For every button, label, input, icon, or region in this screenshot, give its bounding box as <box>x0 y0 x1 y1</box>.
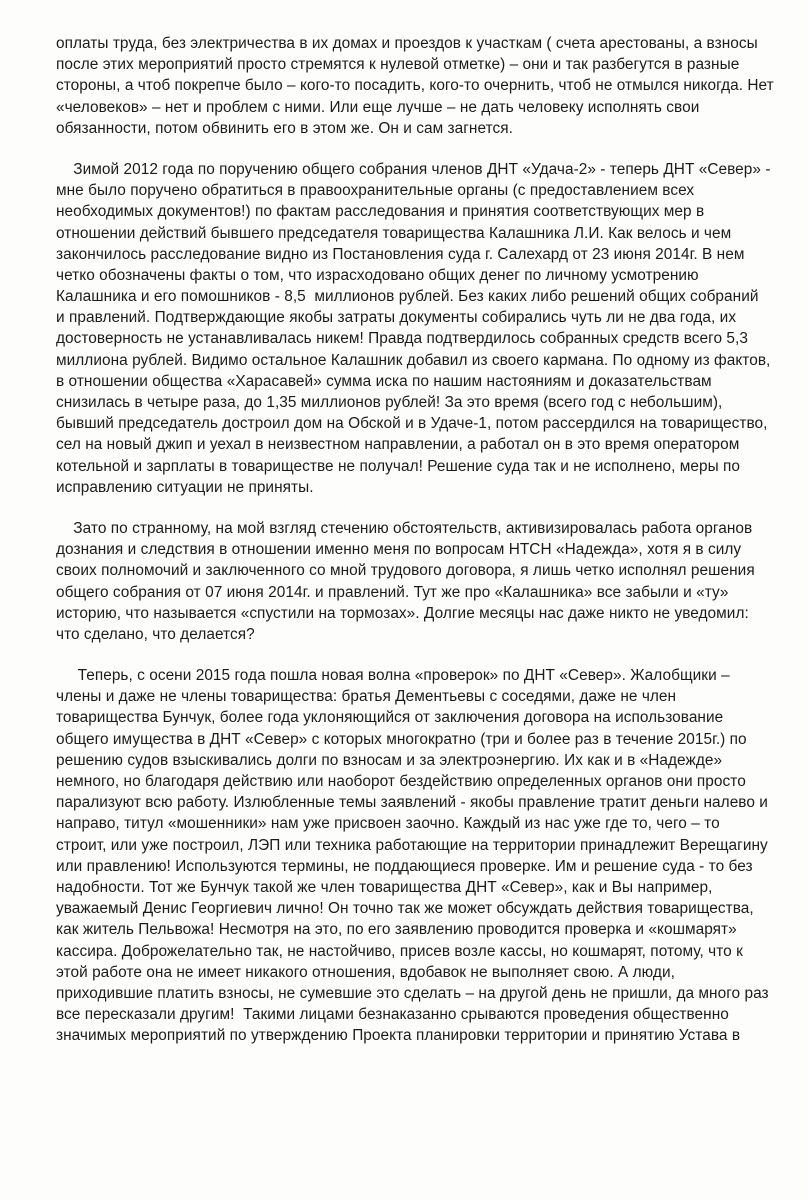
text-line: строит, или уже построил, ЛЭП или техника работающие на территории принадлежит Верещагину <box>56 836 768 854</box>
text-line: историю, что называется «спустили на тормозах». Долгие месяцы нас даже никто не уведомил: <box>56 604 749 622</box>
text-line: четко обозначены факты о том, что израсходовано общих денег по личному усмотрению <box>56 266 699 284</box>
text-line: Зато по странному, на мой взгляд стечению обстоятельств, активизировалась работа органов <box>56 519 753 537</box>
text-line: обязанности, потом обвинить его в этом же. Он и сам загнется. <box>56 119 513 137</box>
text-line: своих полномочий и заключенного со мной трудового договора, я лишь четко исполнял решения <box>56 562 755 580</box>
text-line: Калашника и его помошников - 8,5 миллионов рублей. Без каких либо решений общих собраний <box>56 288 759 306</box>
text-line: миллиона рублей. Видимо остальное Калашник добавил из своего кармана. По одному из фактов, <box>56 351 771 369</box>
text-line: закончилось расследование видно из Постановления суда г. Салехард от 23 июня 2014г. В нем <box>56 245 745 263</box>
text-line: парализуют всю работу. Излюбленные темы заявлений - якобы правление тратит деньги налево и <box>56 794 768 812</box>
text-line: отношении действий бывшего председателя товарищества Калашника Л.И. Как велось и чем <box>56 224 732 242</box>
text-line: стороны, а чтоб покрепче было – кого-то посадить, кого-то очернить, чтоб не отмылся никогда. Нет <box>56 77 774 95</box>
paragraph-2 <box>56 159 769 498</box>
text-line: надобности. Тот же Бунчук такой же член товарищества ДНТ «Север», как и Вы например, <box>56 878 713 896</box>
text-line: оплаты труда, без электричества в их домах и проездов к участкам ( счета арестованы, а взносы <box>56 35 758 52</box>
text-line: снизилась в четыре раза, до 1,35 миллионов рублей! За это время (всего год с небольшим), <box>56 394 723 411</box>
paragraph-1 <box>56 33 774 139</box>
text-line: дознания и следствия в отношении именно меня по вопросам НТСН «Надежда», хотя я в силу <box>56 541 742 559</box>
text-line: приходившие платить взносы, не сумевшие это сделать – на другой день не пришли, да много раз <box>56 984 769 1002</box>
text-line: что сделано, что делается? <box>56 625 255 643</box>
text-line: решению судов взыскивались долги по взносам и за электроэнергию. Их как и в «Надежде» <box>56 751 723 769</box>
text-line: котельной и зарплаты в товариществе не получал! Решение суда так и не исполнено, меры по <box>56 457 741 475</box>
text-line: сел на новый джип и уехал в неизвестном направлении, а работал он в это время оператором <box>56 436 740 454</box>
text-line: после этих мероприятий просто стремятся к нулевой отметке) – они и так разбегутся в разные <box>56 56 740 74</box>
text-line: направо, титул «мошенники» нам уже присвоен заочно. Каждый из нас уже где то, чего – то <box>56 815 720 833</box>
text-line: в отношении общества «Харасавей» сумма иска по нашим настояниям и доказательствам <box>56 372 712 390</box>
text-line: как житель Пельвожа! Несмотря на это, по его заявлению проводится проверка и «кошмарят» <box>56 921 737 939</box>
paragraph-3 <box>56 518 769 645</box>
paragraph-4 <box>56 665 769 1046</box>
text-line: мне было поручено обратиться в правоохранительные органы (с предоставлением всех <box>56 182 695 200</box>
text-line: члены и даже не члены товарищества: братья Дементьевы с соседями, даже не член <box>56 688 677 706</box>
text-line: значимых мероприятий по утверждению Проекта планировки территории и принятию Устава в <box>56 1027 741 1045</box>
text-line: уважаемый Денис Георгиевич лично! Он точно так же может обсуждать действия товарищества, <box>56 900 754 918</box>
text-line: необходимых документов!) по фактам расследования и принятия соответствующих мер в <box>56 203 705 221</box>
text-line: все пересказали другим! Такими лицами безнаказанно срываются проведения общественно <box>56 1006 729 1024</box>
text-line: и правлений. Подтверждающие якобы затраты документы собирались чуть ли не два года, их <box>56 309 737 327</box>
text-line: Зимой 2012 года по поручению общего собрания членов ДНТ «Удача-2» - теперь ДНТ «Север» - <box>56 160 771 178</box>
text-line: «человеков» – нет и проблем с ними. Или еще лучше – не дать человеку исполнять свои <box>56 98 700 116</box>
text-line: этой работе она не имеет никакого отношения, вдобавок не выполняет свою. А люди, <box>56 963 675 981</box>
text-line: бывший председатель достроил дом на Обской и в Удаче-1, потом рассердился на товарищество, <box>56 415 768 433</box>
text-line: достоверность не устанавливалась никем! Правда подтвердилось собранных средств всего 5,3 <box>56 330 748 348</box>
text-line: или правлению! Используются термины, не поддающиеся проверке. Им и решение суда - то без <box>56 857 753 875</box>
text-line: исправлению ситуации не приняты. <box>56 478 314 496</box>
text-line: общего собрания от 07 июня 2014г. и правлений. Тут же про «Калашника» все забыли и «ту» <box>56 583 729 601</box>
text-line: общего имущества в ДНТ «Север» с которых многократно (три и более раз в течение 2015г.) по <box>56 730 747 748</box>
text-line: товарищества Бунчук, более года уклоняющийся от заключения договора на использование <box>56 709 724 727</box>
text-line: Теперь, с осени 2015 года пошла новая волна «проверок» по ДНТ «Север». Жалобщики – <box>56 667 730 685</box>
text-line: кассира. Доброжелательно так, не настойчиво, присев возле кассы, но кошмарят, потому, что к <box>56 942 743 960</box>
text-line: немного, но благодаря действию или наоборот бездействию определенных органов они просто <box>56 773 746 790</box>
